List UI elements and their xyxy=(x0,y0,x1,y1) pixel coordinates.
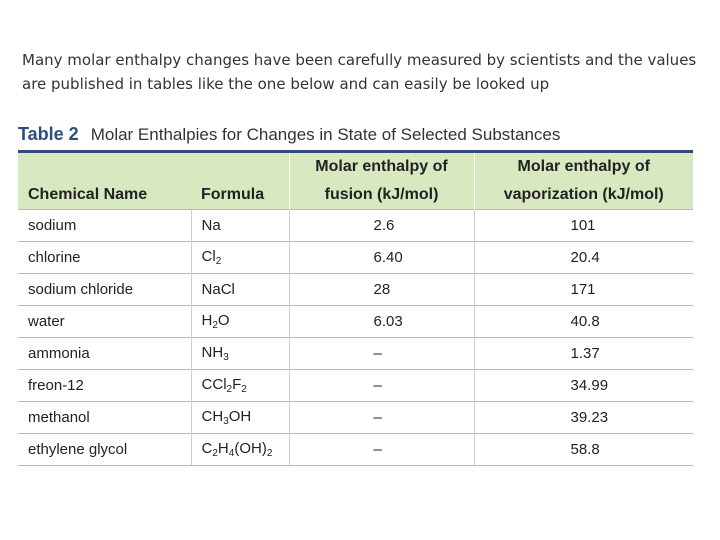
cell-chemical-name: water xyxy=(18,306,191,338)
cell-chemical-name: freon-12 xyxy=(18,370,191,402)
table-caption xyxy=(18,124,698,148)
table-title: Molar Enthalpies for Changes in State of Selected Substances xyxy=(90,125,561,144)
header-vaporization-line2: vaporization (kJ/mol) xyxy=(474,181,693,210)
cell-fusion: – xyxy=(289,338,474,370)
cell-formula: $NH_3$ xyxy=(191,338,289,370)
header-formula-spacer xyxy=(191,153,289,181)
cell-vaporization: 101 xyxy=(474,210,693,242)
table-row xyxy=(18,210,693,242)
header-fusion-line1: Molar enthalpy of xyxy=(289,153,474,181)
cell-fusion: – xyxy=(289,434,474,466)
table-row xyxy=(18,274,693,306)
cell-chemical-name: methanol xyxy=(18,402,191,434)
table-row xyxy=(18,402,693,434)
cell-vaporization: 34.99 xyxy=(474,370,693,402)
cell-chemical-name: sodium xyxy=(18,210,191,242)
cell-vaporization: 58.8 xyxy=(474,434,693,466)
cell-formula: $CH_3OH$ xyxy=(191,402,289,434)
cell-fusion: 2.6 xyxy=(289,210,474,242)
table-row xyxy=(18,338,693,370)
table-row xyxy=(18,370,693,402)
cell-chemical-name: ammonia xyxy=(18,338,191,370)
cell-fusion: 6.03 xyxy=(289,306,474,338)
cell-vaporization: 20.4 xyxy=(474,242,693,274)
cell-chemical-name: sodium chloride xyxy=(18,274,191,306)
cell-fusion: – xyxy=(289,370,474,402)
cell-formula: $CCl_2F_2$ xyxy=(191,370,289,402)
header-formula: Formula xyxy=(191,181,289,210)
cell-vaporization: 1.37 xyxy=(474,338,693,370)
header-name-spacer xyxy=(18,153,191,181)
intro-paragraph: Many molar enthalpy changes have been carefully measured by scientists and the values are published in tables like the one below and can easily be looked up xyxy=(22,51,697,93)
cell-fusion: 28 xyxy=(289,274,474,306)
cell-formula: $C_2H_4(OH)_2$ xyxy=(191,434,289,466)
table-row xyxy=(18,306,693,338)
header-fusion-line2: fusion (kJ/mol) xyxy=(289,181,474,210)
header-vaporization-line1: Molar enthalpy of xyxy=(474,153,693,181)
cell-vaporization: 40.8 xyxy=(474,306,693,338)
cell-formula: Na xyxy=(191,210,289,242)
table-number: Table 2 xyxy=(18,124,79,144)
table-row xyxy=(18,242,693,274)
cell-chemical-name: ethylene glycol xyxy=(18,434,191,466)
cell-fusion: – xyxy=(289,402,474,434)
cell-vaporization: 171 xyxy=(474,274,693,306)
enthalpy-table xyxy=(18,153,693,466)
cell-chemical-name: chlorine xyxy=(18,242,191,274)
header-chemical-name: Chemical Name xyxy=(18,181,191,210)
table-row xyxy=(18,434,693,466)
cell-formula: NaCl xyxy=(191,274,289,306)
cell-fusion: 6.40 xyxy=(289,242,474,274)
cell-formula: $H_2O$ xyxy=(191,306,289,338)
cell-formula: $Cl_2$ xyxy=(191,242,289,274)
cell-vaporization: 39.23 xyxy=(474,402,693,434)
